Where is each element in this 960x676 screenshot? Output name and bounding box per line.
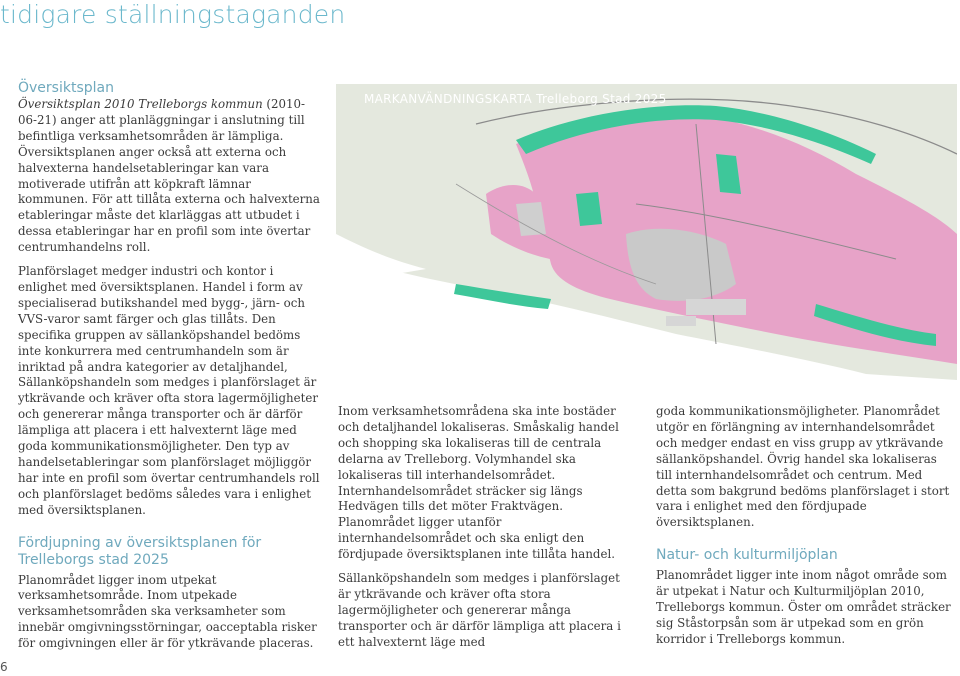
map-title: MARKANVÄNDNINGSKARTA Trelleborg Stad 2025 [364, 92, 667, 106]
map-graphic [336, 84, 957, 380]
right-column [656, 404, 956, 648]
heading-oversiktsplan: Översiktsplan [18, 80, 114, 96]
paragraph-verksamhetsomraden: Inom verksamhetsområdena ska inte bostäder och detaljhandel lokaliseras. Småskalig handel och shopping ska lokaliseras till de centrala delarna av Trelleborg. Volymhandel ska lokaliseras till interhandelsområdet. Internhandelsområdet sträcker sig längs Hedvägen tills det möter Fraktvägen. Planområdet ligger utanför internhandelsområdet och ska enligt den fördjupade översiktsplanen inte tillåta handel. [338, 404, 619, 562]
heading-fordjupning: Fördjupning av översiktsplanen för Trelleborgs stad 2025 [18, 534, 262, 568]
left-column [18, 80, 324, 652]
page-title: tidigare ställningstaganden [0, 0, 346, 29]
page-number: 6 [0, 660, 8, 674]
paragraph-oversiktsplan-text: (2010-06-21) anger att planläggningar i anslutning till befintliga verksamhetsområden är lämpliga. Översiktsplanen anger också att externa och halvexterna handelsetableringar kan vara motiverade utifrån att köpkraft lämnar kommunen. För att tillåta externa och halvexterna etableringar måste det klarläggas att utbudet i dessa etableringar har en profil som inte övertar centrumhandelns roll. [18, 97, 320, 255]
heading-natur-kultur: Natur- och kulturmiljöplan [656, 547, 838, 564]
paragraph-oversiktsplan [18, 97, 324, 256]
paragraph-fordjupning: Planområdet ligger inom utpekat verksamhetsområde. Inom utpekade verksamhetsområden ska verksamheter som innebär omgivningsstörningar, oacceptabla risker för omgivningen eller är för ytkrävande placeras. [18, 572, 317, 651]
paragraph-natur-kultur: Planområdet ligger inte inom något område som är utpekat i Natur och Kulturmiljöplan 2010, Trelleborgs kommun. Öster om området sträcker sig Ståstorpsån som är utpekad som en grön korridor i Trelleborgs kommun. [656, 568, 951, 646]
paragraph-planforslag: Planförslaget medger industri och kontor i enlighet med översiktsplanen. Handel i form av specialiserad butikshandel med bygg-, järn- och VVS-varor samt färger och glas tillåts. Den specifika gruppen av sällanköpshandel bedöms inte konkurrera med centrumhandeln som är inriktad på andra kategorier av detaljhandel, Sällanköpshandeln som medges i planförslaget är ytkrävande och kräver ofta stora lagermöjligheter och genererar många transporter och är därför lämpliga att placera i ett halvexternt läge med goda kommunikationsmöjligheter. Den typ av handelsetableringar som planförslaget möjliggör har inte en profil som övertar centrumhandels roll och planförslaget bedöms således vara i enlighet med översiktsplanen. [18, 264, 320, 517]
plan-title-italic: Översiktsplan 2010 Trelleborgs kommun [18, 97, 263, 111]
middle-column [338, 404, 630, 651]
paragraph-sallankopshandel: Sällanköpshandeln som medges i planförslaget är ytkrävande och kräver ofta stora lagermöjligheter och genererar många transporter och är därför lämpliga att placera i ett halvexternt läge med [338, 571, 621, 649]
paragraph-kommunikation: goda kommunikationsmöjligheter. Planområdet utgör en förlängning av internhandelsområdet och medger endast en viss grupp av ytkrävande sällanköpshandel. Övrig handel ska lokaliseras till internhandelsområdet och centrum. Med detta som bakgrund bedöms planförslaget i stort vara i enlighet med den fördjupade översiktsplanen. [656, 404, 950, 530]
land-use-map [336, 84, 957, 380]
